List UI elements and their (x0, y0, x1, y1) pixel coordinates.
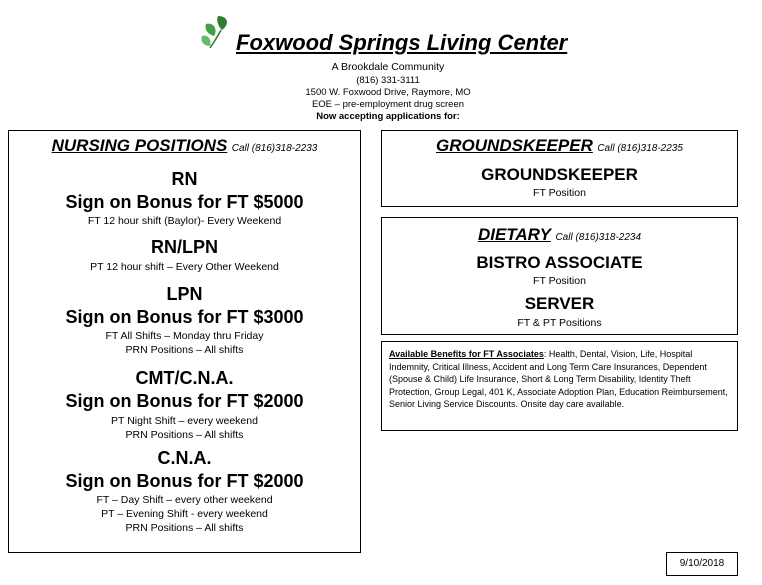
accepting-note: Now accepting applications for: (316, 111, 460, 122)
phone: (816) 331-3111 (356, 75, 420, 86)
cna-detail-2: PT – Evening Shift - every weekend (101, 508, 268, 520)
benefits-list: : Health, Dental, Vision, Life, Hospital Indemnity, Critical Illness, Accident and Long Term Care Insurances, Dependent (Spouse & Child) Life Insurance, Short & Long Term Disability, Identity Theft Protection, Group Legal, 401 K, Associate Adoption Plan, Education Reimbursement, Senior Living Service Discounts. Onsite day care available. (389, 349, 728, 409)
page-title: Foxwood Springs Living Center (236, 30, 568, 55)
dietary-call: Call (816)318-2234 (555, 232, 642, 243)
cmt-bonus: Sign on Bonus for FT $2000 (65, 391, 304, 411)
benefits-box (381, 341, 738, 431)
date: 9/10/2018 (679, 558, 725, 569)
rnlpn-detail: PT 12 hour shift – Every Other Weekend (90, 261, 279, 273)
bistro-associate-role: BISTRO ASSOCIATE (476, 253, 643, 272)
dietary-box (381, 217, 738, 335)
date-box (666, 552, 738, 576)
lpn-detail-1: FT All Shifts – Monday thru Friday (105, 330, 264, 342)
rn-role: RN (171, 169, 198, 189)
groundskeeper-role: GROUNDSKEEPER (481, 165, 638, 184)
server-role: SERVER (524, 294, 595, 313)
groundskeeper-title: GROUNDSKEEPER (436, 136, 593, 155)
address: 1500 W. Foxwood Drive, Raymore, MO (305, 87, 471, 98)
benefits-text (389, 348, 731, 411)
rn-bonus: Sign on Bonus for FT $5000 (65, 192, 304, 212)
groundskeeper-heading (382, 136, 737, 156)
bistro-associate-detail: FT Position (533, 275, 586, 287)
rn-detail: FT 12 hour shift (Baylor)- Every Weekend (87, 215, 282, 227)
lpn-bonus: Sign on Bonus for FT $3000 (65, 307, 304, 327)
dietary-title: DIETARY (477, 225, 551, 244)
cna-bonus: Sign on Bonus for FT $2000 (65, 471, 304, 491)
cmt-role: CMT/C.N.A. (135, 368, 234, 388)
server-detail: FT & PT Positions (517, 317, 602, 329)
lpn-role: LPN (166, 284, 203, 304)
cmt-detail-2: PRN Positions – All shifts (125, 429, 244, 441)
cna-role: C.N.A. (157, 448, 212, 468)
dietary-heading (382, 225, 737, 245)
nursing-positions-box (8, 130, 361, 553)
nursing-heading (9, 136, 360, 156)
nursing-call: Call (816)318-2233 (231, 143, 318, 154)
groundskeeper-call: Call (816)318-2235 (597, 143, 683, 154)
cmt-detail-1: PT Night Shift – every weekend (111, 415, 258, 427)
rnlpn-role: RN/LPN (151, 237, 218, 257)
eoe-note: EOE – pre-employment drug screen (311, 99, 465, 110)
cna-detail-3: PRN Positions – All shifts (125, 522, 244, 534)
nursing-title: NURSING POSITIONS (51, 136, 228, 155)
cna-detail-1: FT – Day Shift – every other weekend (96, 494, 273, 506)
leaf-logo-icon (198, 14, 232, 50)
subtitle: A Brookdale Community (331, 61, 445, 73)
lpn-detail-2: PRN Positions – All shifts (125, 344, 244, 356)
groundskeeper-box (381, 130, 738, 207)
groundskeeper-detail: FT Position (533, 187, 586, 199)
benefits-label: Available Benefits for FT Associates (389, 349, 544, 359)
